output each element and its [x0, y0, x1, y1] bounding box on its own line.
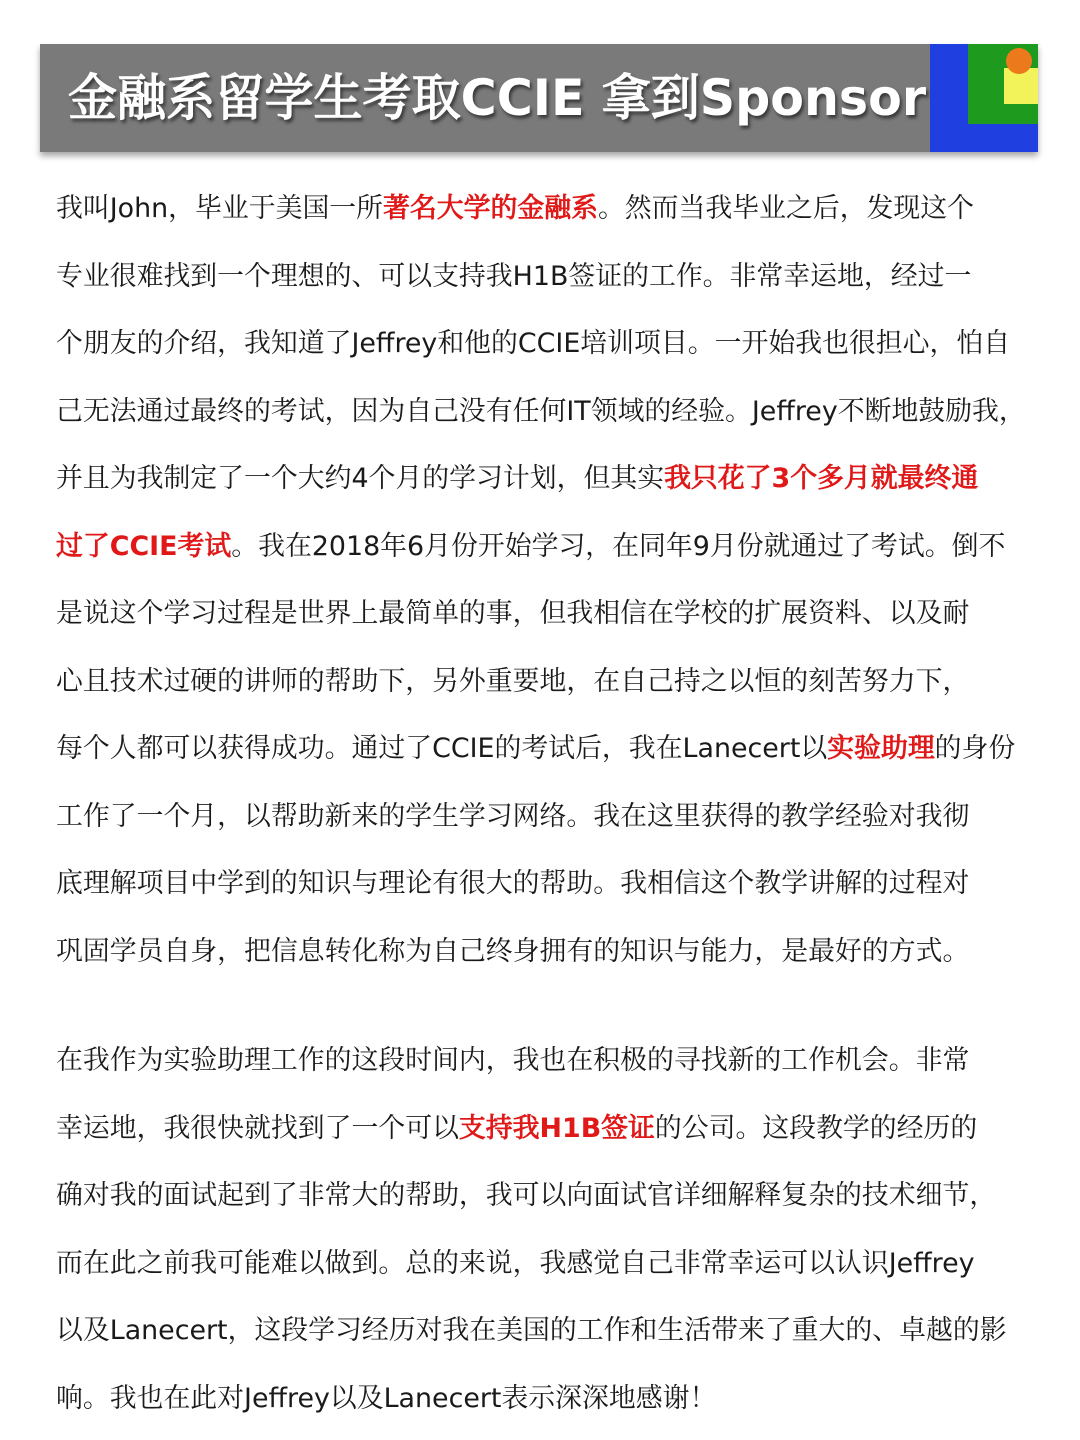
highlighted-text: 支持我H1B签证: [458, 1112, 655, 1144]
text-segment: 专业很难找到一个理想的、可以支持我H1B签证的工作。非常幸运地，经过一: [56, 260, 972, 292]
highlighted-text: 我只花了3个多月就最终通: [664, 463, 979, 494]
highlighted-text: 著名大学的金融系: [383, 193, 598, 224]
text-line: [56, 648, 1031, 716]
text-segment: 工作了一个月，以帮助新来的学生学习网络。我在这里获得的教学经验对我彻: [56, 800, 970, 832]
text-segment: 。然而当我毕业之后，发现这个: [597, 193, 975, 224]
text-segment: 的身份: [934, 733, 1016, 764]
paragraph-1: [56, 175, 1036, 985]
text-segment: 每个人都可以获得成功。通过了CCIE的考试后，我在Lanecert以: [56, 733, 828, 764]
text-line: [56, 310, 1031, 378]
text-segment: 在我作为实验助理工作的这段时间内，我也在积极的寻找新的工作机会。非常: [56, 1045, 970, 1076]
text-segment: 以及Lanecert，这段学习经历对我在美国的工作和生活带来了重大的、卓越的影: [56, 1315, 1007, 1346]
text-line: [56, 715, 1031, 783]
text-line: [56, 378, 1031, 446]
page-title: [68, 62, 930, 134]
text-segment: 己无法通过最终的考试，因为自己没有任何IT领域的经验。Jeffrey不断地鼓励我，: [56, 395, 1026, 427]
text-line: [56, 243, 1031, 311]
text-segment: 是说这个学习过程是世界上最简单的事，但我相信在学校的扩展资料、以及耐: [56, 598, 970, 629]
text-line: [56, 783, 1031, 851]
logo-orange-dot: [1006, 48, 1032, 74]
text-line: [56, 918, 1031, 986]
text-line: [56, 1297, 1031, 1365]
brand-logo: [930, 44, 1038, 152]
text-segment: 而在此之前我可能难以做到。总的来说，我感觉自己非常幸运可以认识Jeffrey: [56, 1247, 975, 1279]
text-line: [56, 1095, 1031, 1163]
highlighted-text: 过了CCIE考试: [56, 530, 232, 562]
text-segment: 并且为我制定了一个大约4个月的学习计划，但其实: [56, 463, 665, 494]
text-segment: 我叫John，毕业于美国一所: [56, 193, 384, 224]
text-segment: 心且技术过硬的讲师的帮助下，另外重要地，在自己持之以恒的刻苦努力下，: [56, 665, 970, 697]
text-segment: 底理解项目中学到的知识与理论有很大的帮助。我相信这个教学讲解的过程对: [56, 868, 970, 899]
text-line: [56, 850, 1031, 918]
text-segment: 巩固学员自身，把信息转化称为自己终身拥有的知识与能力，是最好的方式。: [56, 935, 970, 967]
text-segment: 个朋友的介绍，我知道了Jeffrey和他的CCIE培训项目。一开始我也很担心，怕自: [56, 328, 1011, 359]
text-segment: 的公司。这段教学的经历的: [654, 1112, 978, 1144]
text-segment: 。我在2018年6月份开始学习，在同年9月份就通过了考试。倒不: [231, 530, 1006, 562]
text-line: [56, 1162, 1031, 1230]
text-line: [56, 1027, 1031, 1095]
text-segment: 幸运地，我很快就找到了一个可以: [56, 1112, 459, 1144]
text-line: [56, 1230, 1031, 1298]
text-line: [56, 175, 1031, 243]
text-line: [56, 1365, 1031, 1433]
highlighted-text: 实验助理: [827, 733, 935, 764]
page-title-text: 金融系留学生考取CCIE 拿到Sponsor: [68, 69, 927, 127]
text-line: [56, 445, 1031, 513]
text-segment: 确对我的面试起到了非常大的帮助，我可以向面试官详细解释复杂的技术细节，: [56, 1180, 997, 1211]
text-line: [56, 580, 1031, 648]
paragraph-2: [56, 1027, 1036, 1432]
text-segment: 响。我也在此对Jeffrey以及Lanecert表示深深地感谢！: [56, 1382, 717, 1414]
text-line: [56, 513, 1031, 581]
